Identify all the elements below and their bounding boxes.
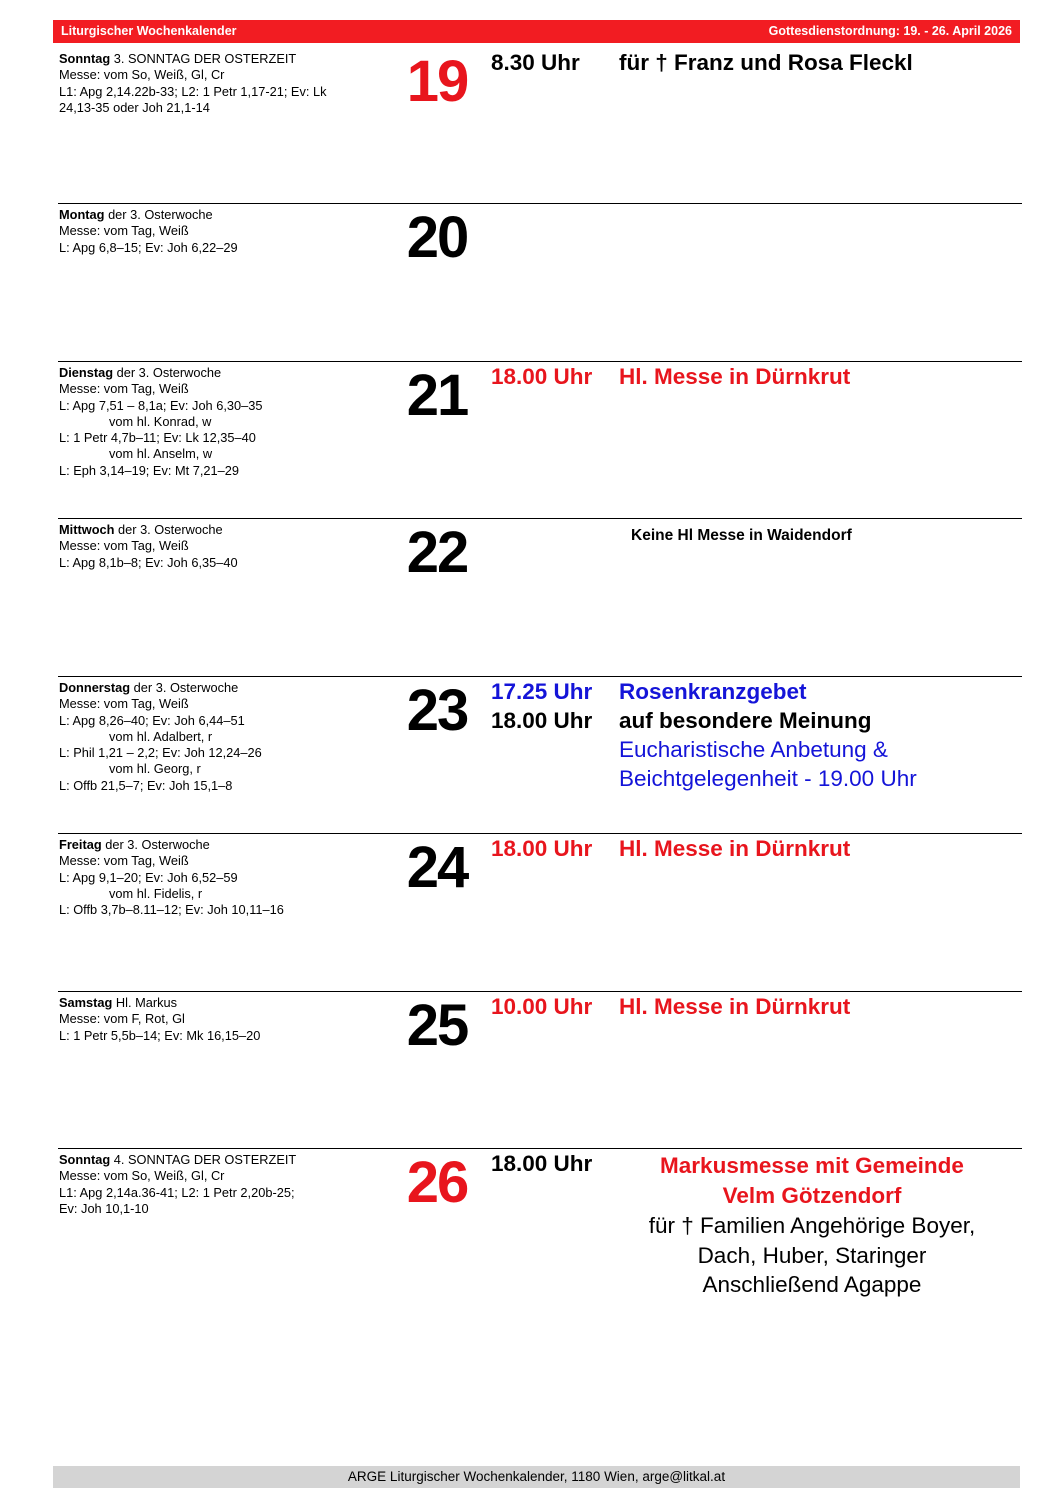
day-block-22 [58, 518, 1022, 676]
day-desc: Hl. Markus [115, 995, 178, 1010]
event-row [491, 766, 1022, 795]
day-name: Freitag [59, 837, 102, 852]
liturgy-line: vom hl. Fidelis, r [109, 885, 203, 901]
day-number: 21 [406, 363, 468, 428]
event-title: auf besondere Meinung [619, 708, 872, 733]
liturgy-line: Messe: vom Tag, Weiß [59, 538, 189, 554]
liturgy-line: L1: Apg 2,14a.36-41; L2: 1 Petr 2,20b-25; [59, 1184, 295, 1200]
liturgy-line: L: Apg 9,1–20; Ev: Joh 6,52–59 [59, 869, 238, 885]
event-details [621, 1151, 1003, 1300]
day-name: Sonntag [59, 1152, 111, 1167]
event-time: 18.00 Uhr [491, 708, 593, 733]
liturgy-line: L: 1 Petr 4,7b–11; Ev: Lk 12,35–40 [59, 430, 256, 446]
header-bar [53, 20, 1020, 43]
day-desc: der 3. Osterwoche [118, 522, 223, 537]
event-note: Dach, Huber, Staringer [697, 1242, 927, 1268]
liturgy-info [59, 680, 359, 794]
liturgy-line: L: Apg 8,1b–8; Ev: Joh 6,35–40 [59, 554, 238, 570]
event-note: Anschließend Agappe [702, 1272, 922, 1297]
day-block-19 [58, 48, 1022, 205]
day-name: Dienstag [59, 365, 114, 380]
event-title: Hl. Messe in Dürnkrut [619, 836, 851, 861]
event-time: 8.30 Uhr [491, 50, 580, 75]
event-extra: Eucharistische Anbetung & [619, 737, 888, 762]
event-title: für † Franz und Rosa Fleckl [619, 50, 913, 75]
day-name: Sonntag [59, 51, 111, 66]
event-title: Rosenkranzgebet [619, 679, 807, 704]
liturgy-info [59, 207, 359, 256]
day-number: 22 [406, 520, 468, 585]
event-title: Hl. Messe in Dürnkrut [619, 994, 851, 1019]
day-number: 25 [406, 993, 468, 1058]
liturgy-line: Messe: vom F, Rot, Gl [59, 1011, 185, 1027]
liturgy-line: Messe: vom Tag, Weiß [59, 853, 189, 869]
day-block-23 [58, 676, 1022, 834]
day-name: Samstag [59, 995, 113, 1010]
liturgy-info [59, 51, 359, 116]
day-desc: der 3. Osterwoche [133, 680, 239, 695]
event-row [491, 737, 1022, 766]
event-time: 18.00 Uhr [491, 1151, 593, 1176]
liturgy-line: L: Offb 3,7b–8.11–12; Ev: Joh 10,11–16 [59, 902, 284, 918]
liturgy-line: L: Offb 21,5–7; Ev: Joh 15,1–8 [59, 777, 233, 793]
liturgy-line: Messe: vom Tag, Weiß [59, 381, 189, 397]
day-desc: 3. SONNTAG DER OSTERZEIT [113, 51, 297, 66]
liturgy-info [59, 365, 359, 479]
day-number: 24 [406, 835, 468, 900]
events [491, 50, 1022, 79]
liturgy-line: vom hl. Georg, r [109, 761, 201, 777]
day-block-26 [58, 1148, 1022, 1329]
liturgy-line: L1: Apg 2,14.22b-33; L2: 1 Petr 1,17-21; Ev: Lk [59, 83, 327, 99]
day-block-25 [58, 991, 1022, 1149]
liturgy-line: vom hl. Adalbert, r [109, 728, 213, 744]
liturgy-line: L: Apg 8,26–40; Ev: Joh 6,44–51 [59, 712, 245, 728]
day-desc: der 3. Osterwoche [116, 365, 222, 380]
events [491, 679, 1022, 795]
event-row [491, 679, 1022, 708]
footer-bar [53, 1466, 1020, 1488]
liturgy-info [59, 837, 359, 918]
liturgy-line: L: Apg 7,51 – 8,1a; Ev: Joh 6,30–35 [59, 397, 263, 413]
liturgy-line: Messe: vom Tag, Weiß [59, 696, 189, 712]
day-number: 26 [406, 1150, 468, 1215]
day-name: Mittwoch [59, 522, 115, 537]
liturgy-line: Messe: vom So, Weiß, Gl, Cr [59, 67, 225, 83]
event-row [491, 708, 1022, 737]
day-desc: der 3. Osterwoche [105, 837, 210, 852]
day-name: Montag [59, 207, 105, 222]
day-name: Donnerstag [59, 680, 131, 695]
event-row [491, 50, 1022, 79]
liturgy-info [59, 522, 359, 571]
day-block-24 [58, 833, 1022, 991]
header-title: Liturgischer Wochenkalender [61, 24, 237, 38]
day-desc: der 3. Osterwoche [108, 207, 213, 222]
liturgy-line: L: Eph 3,14–19; Ev: Mt 7,21–29 [59, 462, 239, 478]
events [491, 994, 1022, 1023]
event-time: 18.00 Uhr [491, 364, 593, 389]
liturgy-line: L: 1 Petr 5,5b–14; Ev: Mk 16,15–20 [59, 1027, 261, 1043]
event-title: Markusmesse mit Gemeinde [660, 1153, 964, 1178]
events [491, 364, 1022, 393]
liturgy-line: Ev: Joh 10,1-10 [59, 1200, 149, 1216]
day-number: 19 [406, 49, 468, 114]
event-time: 17.25 Uhr [491, 679, 593, 704]
day-number: 23 [406, 678, 468, 743]
liturgy-line: vom hl. Anselm, w [109, 446, 213, 462]
day-block-20 [58, 203, 1022, 361]
day-desc: 4. SONNTAG DER OSTERZEIT [113, 1152, 297, 1167]
event-row [491, 994, 1022, 1023]
event-row [491, 364, 1022, 393]
day-number: 20 [406, 205, 468, 270]
liturgy-line: L: Apg 6,8–15; Ev: Joh 6,22–29 [59, 239, 238, 255]
liturgy-info [59, 995, 359, 1044]
liturgy-info [59, 1152, 359, 1217]
event-note: für † Familien Angehörige Boyer, [648, 1213, 976, 1238]
event-row [491, 836, 1022, 865]
event-title: Velm Götzendorf [722, 1183, 902, 1208]
event-time: 18.00 Uhr [491, 836, 593, 861]
header-date-range: Gottesdienstordnung: 19. - 26. April 2026 [768, 24, 1012, 38]
liturgy-line: Messe: vom Tag, Weiß [59, 223, 189, 239]
event-time: 10.00 Uhr [491, 994, 593, 1019]
liturgy-line: L: Phil 1,21 – 2,2; Ev: Joh 12,24–26 [59, 745, 262, 761]
events [491, 836, 1022, 865]
liturgy-line: Messe: vom So, Weiß, Gl, Cr [59, 1168, 225, 1184]
event-title: Hl. Messe in Dürnkrut [619, 364, 851, 389]
liturgy-line: 24,13-35 oder Joh 21,1-14 [59, 99, 210, 115]
event-extra: Beichtgelegenheit - 19.00 Uhr [619, 766, 917, 791]
footer-text: ARGE Liturgischer Wochenkalender, 1180 Wien, arge@litkal.at [347, 1469, 726, 1484]
event-note: Keine Hl Messe in Waidendorf [631, 527, 852, 544]
day-block-21 [58, 361, 1022, 519]
liturgy-line: vom hl. Konrad, w [109, 413, 212, 429]
